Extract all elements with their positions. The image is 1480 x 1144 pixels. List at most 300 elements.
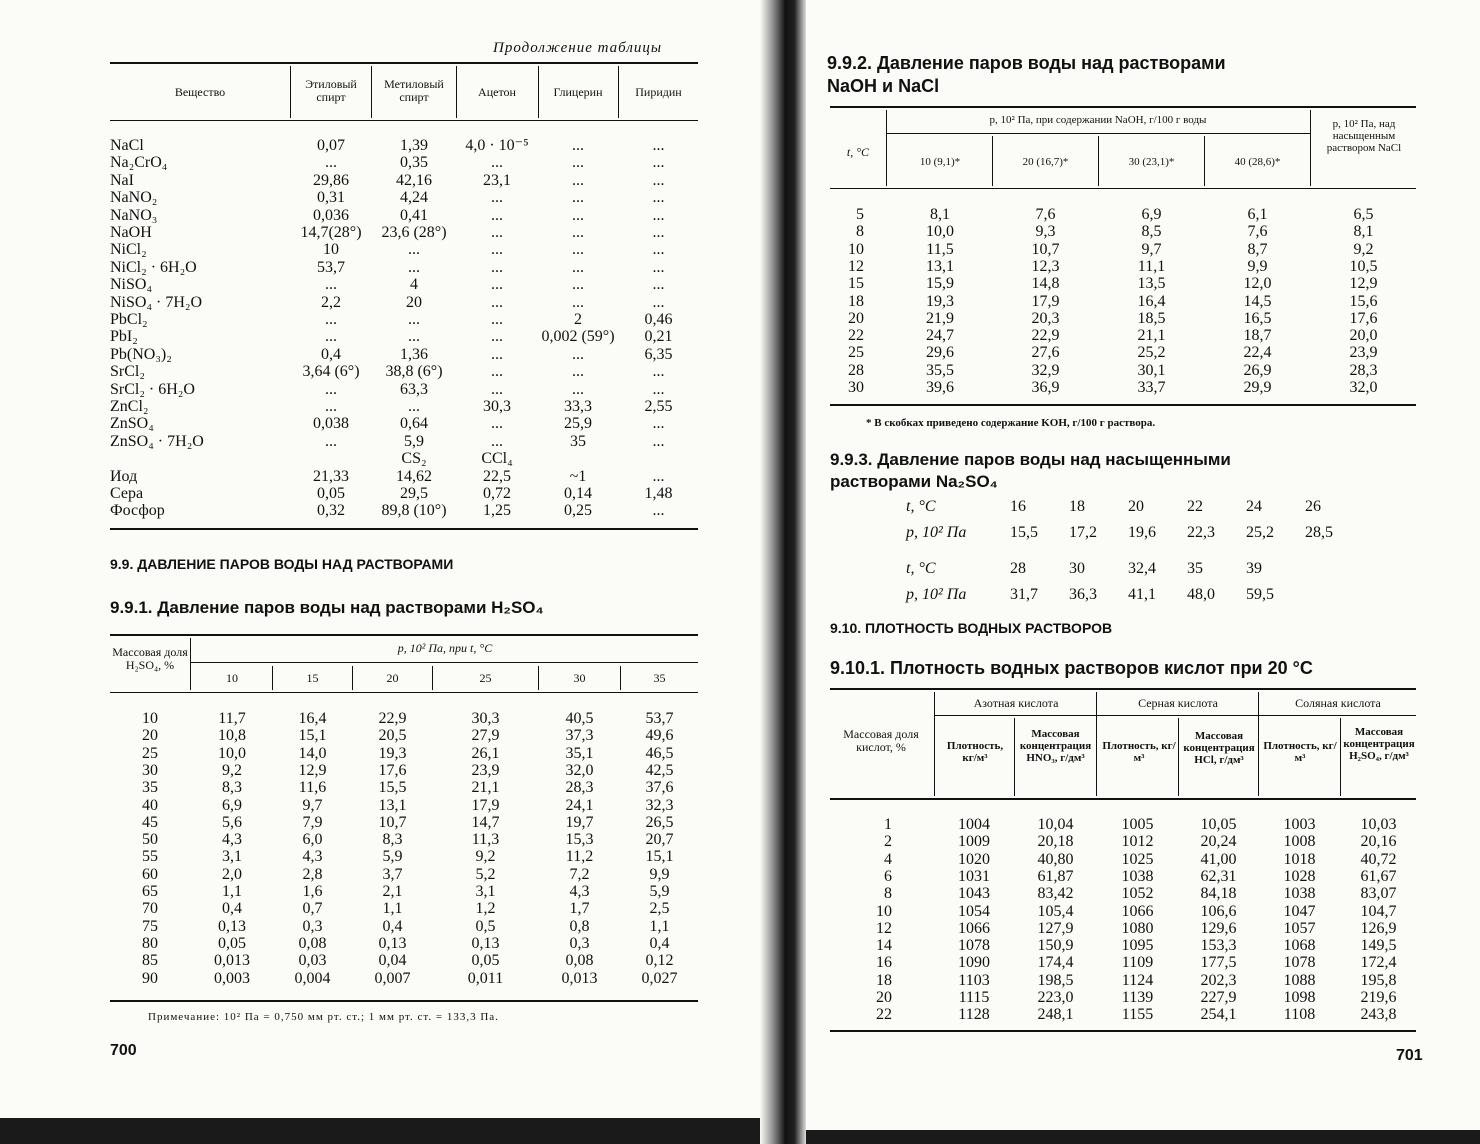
table-cell: 0,011 [467,969,504,987]
na2so4-value: 18 [1069,498,1085,515]
table-cell: 0,036 [313,206,349,224]
table-cell: 62,31 [1200,867,1237,885]
header-density: Плотность, кг/м³ [1263,740,1337,764]
table-cell: 24,7 [926,327,954,345]
table-cell: 14,0 [298,744,327,762]
table-row [830,920,1416,937]
acid-density-table [830,688,1416,1032]
table-cell: 1115 [958,989,990,1006]
table-row [110,900,698,917]
table-row [110,970,698,987]
table-cell: 9,7 [302,796,323,814]
table-cell: 1,48 [644,485,673,502]
table-cell: 29,9 [1243,379,1272,396]
table-cell: 21,1 [1137,327,1166,345]
table-cell: 2,0 [222,865,242,883]
table-cell: 0,027 [641,969,678,987]
table-continuation-caption: Продолжение таблицы [493,40,663,56]
table-cell: 0,002 (59°) [541,328,615,346]
table-cell: 10,0 [218,744,246,762]
table-cell: Сера [110,485,144,502]
table-row [110,918,698,935]
table-cell: 8,1 [1353,223,1374,241]
table-row [110,883,698,900]
table-cell: 20,0 [1349,327,1378,345]
na2so4-value: 15,5 [1010,524,1038,541]
table-cell: 12 [848,257,864,275]
table-row [830,293,1416,310]
table-cell: 15,3 [565,831,594,849]
header-h2so4-fraction: Массовая доля H₂SO₄, % [112,645,188,672]
table-cell: 1066 [1121,902,1154,920]
table-cell: 0,4 [321,345,341,363]
table-cell: CS₂ [401,450,427,468]
na2so4-table [900,498,1360,608]
table-cell: 12,9 [298,761,327,779]
table-cell: 1,2 [475,900,496,918]
table-cell: 0,14 [564,485,592,502]
header-temp: 25 [479,671,492,685]
table-row [830,223,1416,240]
table-cell: 1098 [1283,989,1316,1006]
table-row [110,398,698,415]
table-row [110,381,698,398]
header-concentration: Массовая концентрация HCl, г/дм³ [1183,730,1255,766]
table-cell: 25 [848,344,864,362]
table-cell: SrCl₂ · 6H₂O [110,380,195,398]
table-cell: 10 [323,241,339,259]
table-row [830,379,1416,396]
table-cell: 10,7 [378,813,407,831]
table-cell: 7,6 [1035,206,1056,223]
table-cell: ... [652,171,665,189]
table-cell: Иод [110,467,138,485]
table-cell: 53,7 [645,710,674,727]
naoh-rows [830,206,1416,398]
table-cell: 35,5 [926,361,954,379]
table-cell: 1004 [958,816,990,833]
h2so4-rows [110,710,698,990]
table-cell: 32,0 [1349,379,1378,396]
table-row [830,868,1416,885]
header-naoh-col: 40 (28,6)* [1234,156,1281,168]
table-cell: 5,2 [475,865,496,883]
table-cell: 129,6 [1200,919,1237,937]
table-cell: 60 [142,865,158,883]
table-cell: 20,3 [1031,309,1060,327]
table-row [830,275,1416,292]
table-cell: 1068 [1283,937,1316,955]
table-cell: 40,5 [565,710,594,727]
table-cell: 80 [142,934,158,952]
table-cell: 0,32 [317,502,345,520]
table-cell: ... [491,276,503,294]
table-cell: 0,003 [214,969,250,987]
header-t: t, °C [846,145,870,159]
table-cell: ... [652,224,665,241]
page-number-right: 701 [1396,1047,1423,1064]
na2so4-value: 22 [1187,498,1203,515]
table-cell: ... [652,293,665,311]
table-cell: 30 [142,761,158,779]
table-cell: ... [652,154,665,172]
table-cell: 1,1 [222,883,242,900]
table-cell: 1095 [1121,937,1154,955]
table-cell: 126,9 [1360,919,1397,937]
table-cell: 84,18 [1200,885,1237,903]
table-cell: 5,9 [382,848,403,866]
table-cell: ... [408,311,420,328]
table-cell: 35 [142,779,158,797]
table-cell: NiCl₂ · 6H₂O [110,258,197,276]
table-cell: 4 [884,850,892,868]
table-cell: 1038 [1283,885,1316,903]
table-cell: 14,8 [1031,275,1060,293]
table-cell: 15 [848,275,864,293]
table-cell: 49,6 [645,727,674,745]
table-cell: 6 [884,867,892,885]
table-cell: 1,39 [400,137,428,154]
table-cell: 9,3 [1035,223,1056,241]
table-cell: 18,7 [1243,327,1272,345]
table-cell: 227,9 [1200,989,1237,1006]
table-row [110,189,698,206]
table-cell: NaNO₂ [110,189,158,207]
na2so4-row-label: p, 10² Па [906,586,967,603]
table-cell: 20,16 [1360,833,1397,851]
table-cell: 0,4 [649,934,670,952]
table-cell: 0,038 [313,415,349,433]
table-row [110,415,698,432]
table-cell: 0,25 [564,502,592,520]
table-cell: 11,6 [298,779,327,797]
table-cell: NaOH [110,224,152,241]
table-row [830,937,1416,954]
table-cell: ... [652,380,665,398]
table-cell: 2 [574,311,582,328]
table-cell: 32,9 [1031,361,1060,379]
header-acid-fraction: Массовая доля кислот, % [843,727,919,754]
table-row [830,851,1416,868]
table-cell: 1,6 [302,883,323,900]
table-cell: 1,1 [382,900,403,918]
table-cell: ZnSO₄ [110,415,154,433]
table-row [110,762,698,779]
table-cell: ... [572,345,584,363]
table-cell: ... [325,432,337,450]
table-cell: 1103 [958,971,990,989]
table-cell: 17,9 [471,796,500,814]
table-cell: 0,4 [222,900,242,918]
table-cell: 1066 [958,919,990,937]
table-cell: 5 [856,206,864,223]
table-row [110,502,698,519]
table-cell: 9,9 [649,865,670,883]
page-number-left: 700 [110,1042,137,1059]
table-cell: 1078 [958,937,990,955]
table-cell: 46,5 [645,744,674,762]
na2so4-value: 41,1 [1128,586,1156,603]
table-row [110,468,698,485]
table-cell: 50 [142,831,158,849]
table-cell: 26,1 [471,744,500,762]
table-cell: 0,35 [400,154,428,172]
table-cell: 9,2 [1353,240,1374,258]
table-cell: ... [491,363,503,381]
table-cell: 3,7 [382,865,403,883]
table-row [830,241,1416,258]
table-cell: 0,3 [569,934,590,952]
table-cell: 1020 [958,850,990,868]
na2so4-value: 59,5 [1246,586,1274,603]
table-cell: ... [491,189,503,207]
table-cell: 1009 [958,833,990,851]
table-cell: 8,7 [1247,240,1268,258]
table-cell: 13,5 [1137,275,1166,293]
table-cell: 8 [884,885,892,903]
table-cell: 172,4 [1360,954,1397,972]
table-cell: Pb(NO₃)₂ [110,345,172,363]
table-cell: 26,5 [645,813,674,831]
table-cell: NiSO₄ · 7H₂O [110,293,203,311]
table-cell: 33,3 [564,398,592,415]
table-cell: 42,16 [396,171,432,189]
table-cell: ... [408,328,420,346]
na2so4-value: 26 [1305,498,1321,515]
na2so4-value: 31,7 [1010,586,1038,603]
na2so4-value: 36,3 [1069,586,1097,603]
table-cell: 18 [848,292,864,310]
table-cell: 10,05 [1200,816,1237,833]
header-pressure-group: p, 10² Па, при t, °C [397,641,493,655]
table-cell: 7,2 [569,865,590,883]
table-cell: 195,8 [1360,971,1397,989]
table-cell: 4,3 [302,848,323,866]
table-cell: 11,5 [926,240,954,258]
table-cell: 22,9 [378,710,407,727]
table-cell: 1038 [1121,867,1154,885]
table-cell: 22,9 [1031,327,1060,345]
table-cell: ... [491,380,503,398]
table-cell: ... [491,415,503,433]
table-cell: 0,4 [382,917,403,935]
table-cell: PbCl₂ [110,311,148,328]
table-cell: 4,24 [400,189,428,207]
table-row [110,346,698,363]
table-cell: 22 [876,1006,892,1024]
table-cell: 9,9 [1247,257,1268,275]
table-row [830,972,1416,989]
table-cell: 106,6 [1200,902,1237,920]
table-cell: 22,5 [483,467,511,485]
table-cell: 23,9 [1349,344,1378,362]
table-cell: 20 [142,727,158,745]
table-cell: 32,3 [645,796,674,814]
table-cell: 12 [876,919,892,937]
table-cell: 9,7 [1141,240,1162,258]
header-density: Плотность, кг/м³ [946,740,1004,764]
solubility-rows [110,137,698,523]
table-cell: 18,5 [1137,309,1166,327]
naoh-table [830,106,1416,408]
table-row [830,258,1416,275]
table-cell: 10,7 [1031,240,1060,258]
acid-rows [830,816,1416,1028]
table-cell: 3,1 [222,848,242,866]
table-cell: 6,9 [1141,206,1162,223]
table-cell: 30,1 [1137,361,1166,379]
table-cell: 39,6 [926,379,954,396]
table-cell: 2,55 [644,398,673,415]
table-cell: 1031 [958,867,990,885]
table-cell: 75 [142,917,158,935]
table-cell: 55 [142,848,158,866]
table-cell: 14,5 [1243,292,1272,310]
table-cell: 30 [848,379,864,396]
table-cell: 1,7 [569,900,590,918]
table-cell: 20,24 [1200,833,1237,851]
table-cell: 28,3 [1349,361,1378,379]
table-cell: 1090 [958,954,990,972]
table-cell: 1,25 [483,502,511,520]
section-9-9-3-title-line2: растворами Na₂SO₄ [830,472,998,491]
section-9-9-2-title-line2: NaOH и NaCl [827,76,940,96]
table-cell: 6,0 [302,831,323,849]
table-cell: ... [572,154,584,172]
table-cell: ... [652,432,665,450]
table-cell: 16 [876,954,892,972]
solubility-table [110,62,698,532]
table-cell: ... [652,276,665,294]
table-cell: 9,2 [222,761,242,779]
table-cell: 29,6 [926,344,954,362]
table-cell: 35,1 [565,744,594,762]
table-cell: 177,5 [1200,954,1237,972]
table-cell: ... [572,276,584,294]
table-cell: 1018 [1283,850,1316,868]
table-cell: 1080 [1121,919,1154,937]
na2so4-value: 22,3 [1187,524,1215,541]
table-cell: 29,86 [313,171,349,189]
table-cell: 6,5 [1353,206,1374,223]
table-row [110,779,698,796]
table-cell: 6,9 [222,796,242,814]
table-cell: ... [491,154,503,172]
table-cell: 23,9 [471,761,500,779]
table-cell: ... [572,241,584,259]
table-cell: 27,9 [471,727,500,745]
table-cell: 10 [848,240,864,258]
table-cell: 0,3 [302,917,323,935]
table-cell: 0,013 [214,952,250,970]
na2so4-value: 25,2 [1246,524,1274,541]
table-cell: 4 [410,276,418,294]
table-cell: 10 [876,902,892,920]
right-page [800,0,1480,1130]
table-cell: ... [652,189,665,207]
table-cell: 153,3 [1200,937,1237,955]
table-cell: ZnSO₄ · 7H₂O [110,432,204,450]
table-cell: 202,3 [1200,971,1237,989]
table-cell: 70 [142,900,158,918]
table-cell: 36,9 [1031,379,1060,396]
table-cell: 1005 [1121,816,1154,833]
table-cell: 14,62 [396,467,432,485]
table-cell: 0,21 [644,328,673,346]
table-cell: 17,9 [1031,292,1060,310]
table-cell: 6,35 [644,345,673,363]
table-cell: 83,42 [1037,885,1074,903]
table-cell: 61,67 [1360,867,1397,885]
table-cell: 20,18 [1037,833,1074,851]
na2so4-value: 20 [1128,498,1144,515]
table-cell: ... [572,258,584,276]
na2so4-value: 19,6 [1128,524,1156,541]
table-cell: 0,12 [645,952,674,970]
table-row [110,450,698,467]
table-cell: 0,013 [561,969,598,987]
table-cell: 18 [876,971,892,989]
table-cell: 243,8 [1360,1006,1397,1024]
na2so4-value: 28,5 [1305,524,1333,541]
table-cell: 25,9 [564,415,592,433]
table-cell: 1 [884,816,892,833]
table-cell: ... [408,398,420,415]
section-9-9-title: 9.9. ДАВЛЕНИЕ ПАРОВ ВОДЫ НАД РАСТВОРАМИ [110,556,454,572]
table-cell: 1108 [1283,1006,1316,1024]
table-cell: 0,41 [400,206,428,224]
table-row [830,206,1416,223]
table-row [110,745,698,762]
na2so4-value: 35 [1187,560,1203,577]
table-cell: 10,8 [218,727,246,745]
table-cell: 174,4 [1037,954,1074,972]
table-cell: 37,3 [565,727,594,745]
table-cell: 33,7 [1137,379,1166,396]
table-cell: 0,31 [317,189,345,207]
table-cell: 1054 [958,902,990,920]
table-cell: 45 [142,813,158,831]
h2so4-table [110,634,698,1006]
table-cell: 0,7 [302,900,323,918]
table-cell: 1028 [1283,867,1316,885]
header-nacl: p, 10² Па, над насыщенным раствором NaCl [1326,118,1402,154]
table-cell: 7,9 [302,813,323,831]
table-cell: ... [491,432,503,450]
header-sulfuric-acid: Серная кислота [1138,696,1218,710]
table-cell: 8 [856,223,864,241]
table-cell: 127,9 [1037,919,1074,937]
table-cell: ... [652,502,665,520]
table-cell: 83,07 [1360,885,1397,903]
table-row [110,710,698,727]
table-cell: ... [325,311,337,328]
section-9-10-title: 9.10. ПЛОТНОСТЬ ВОДНЫХ РАСТВОРОВ [830,620,1113,636]
table-cell: 10,0 [926,223,954,241]
table-cell: 4,3 [222,831,242,849]
table-cell: 8,5 [1141,223,1162,241]
table-row [830,1006,1416,1023]
table-cell: 1109 [1121,954,1154,972]
table-cell: 1012 [1121,833,1154,851]
table-cell: 1,36 [400,345,428,363]
table-cell: 10,5 [1349,257,1378,275]
table-cell: ZnCl₂ [110,398,149,415]
table-cell: 6,1 [1247,206,1268,223]
table-row [110,363,698,380]
table-cell: 0,08 [298,934,327,952]
header-hydrochloric-acid: Соляная кислота [1295,696,1381,710]
